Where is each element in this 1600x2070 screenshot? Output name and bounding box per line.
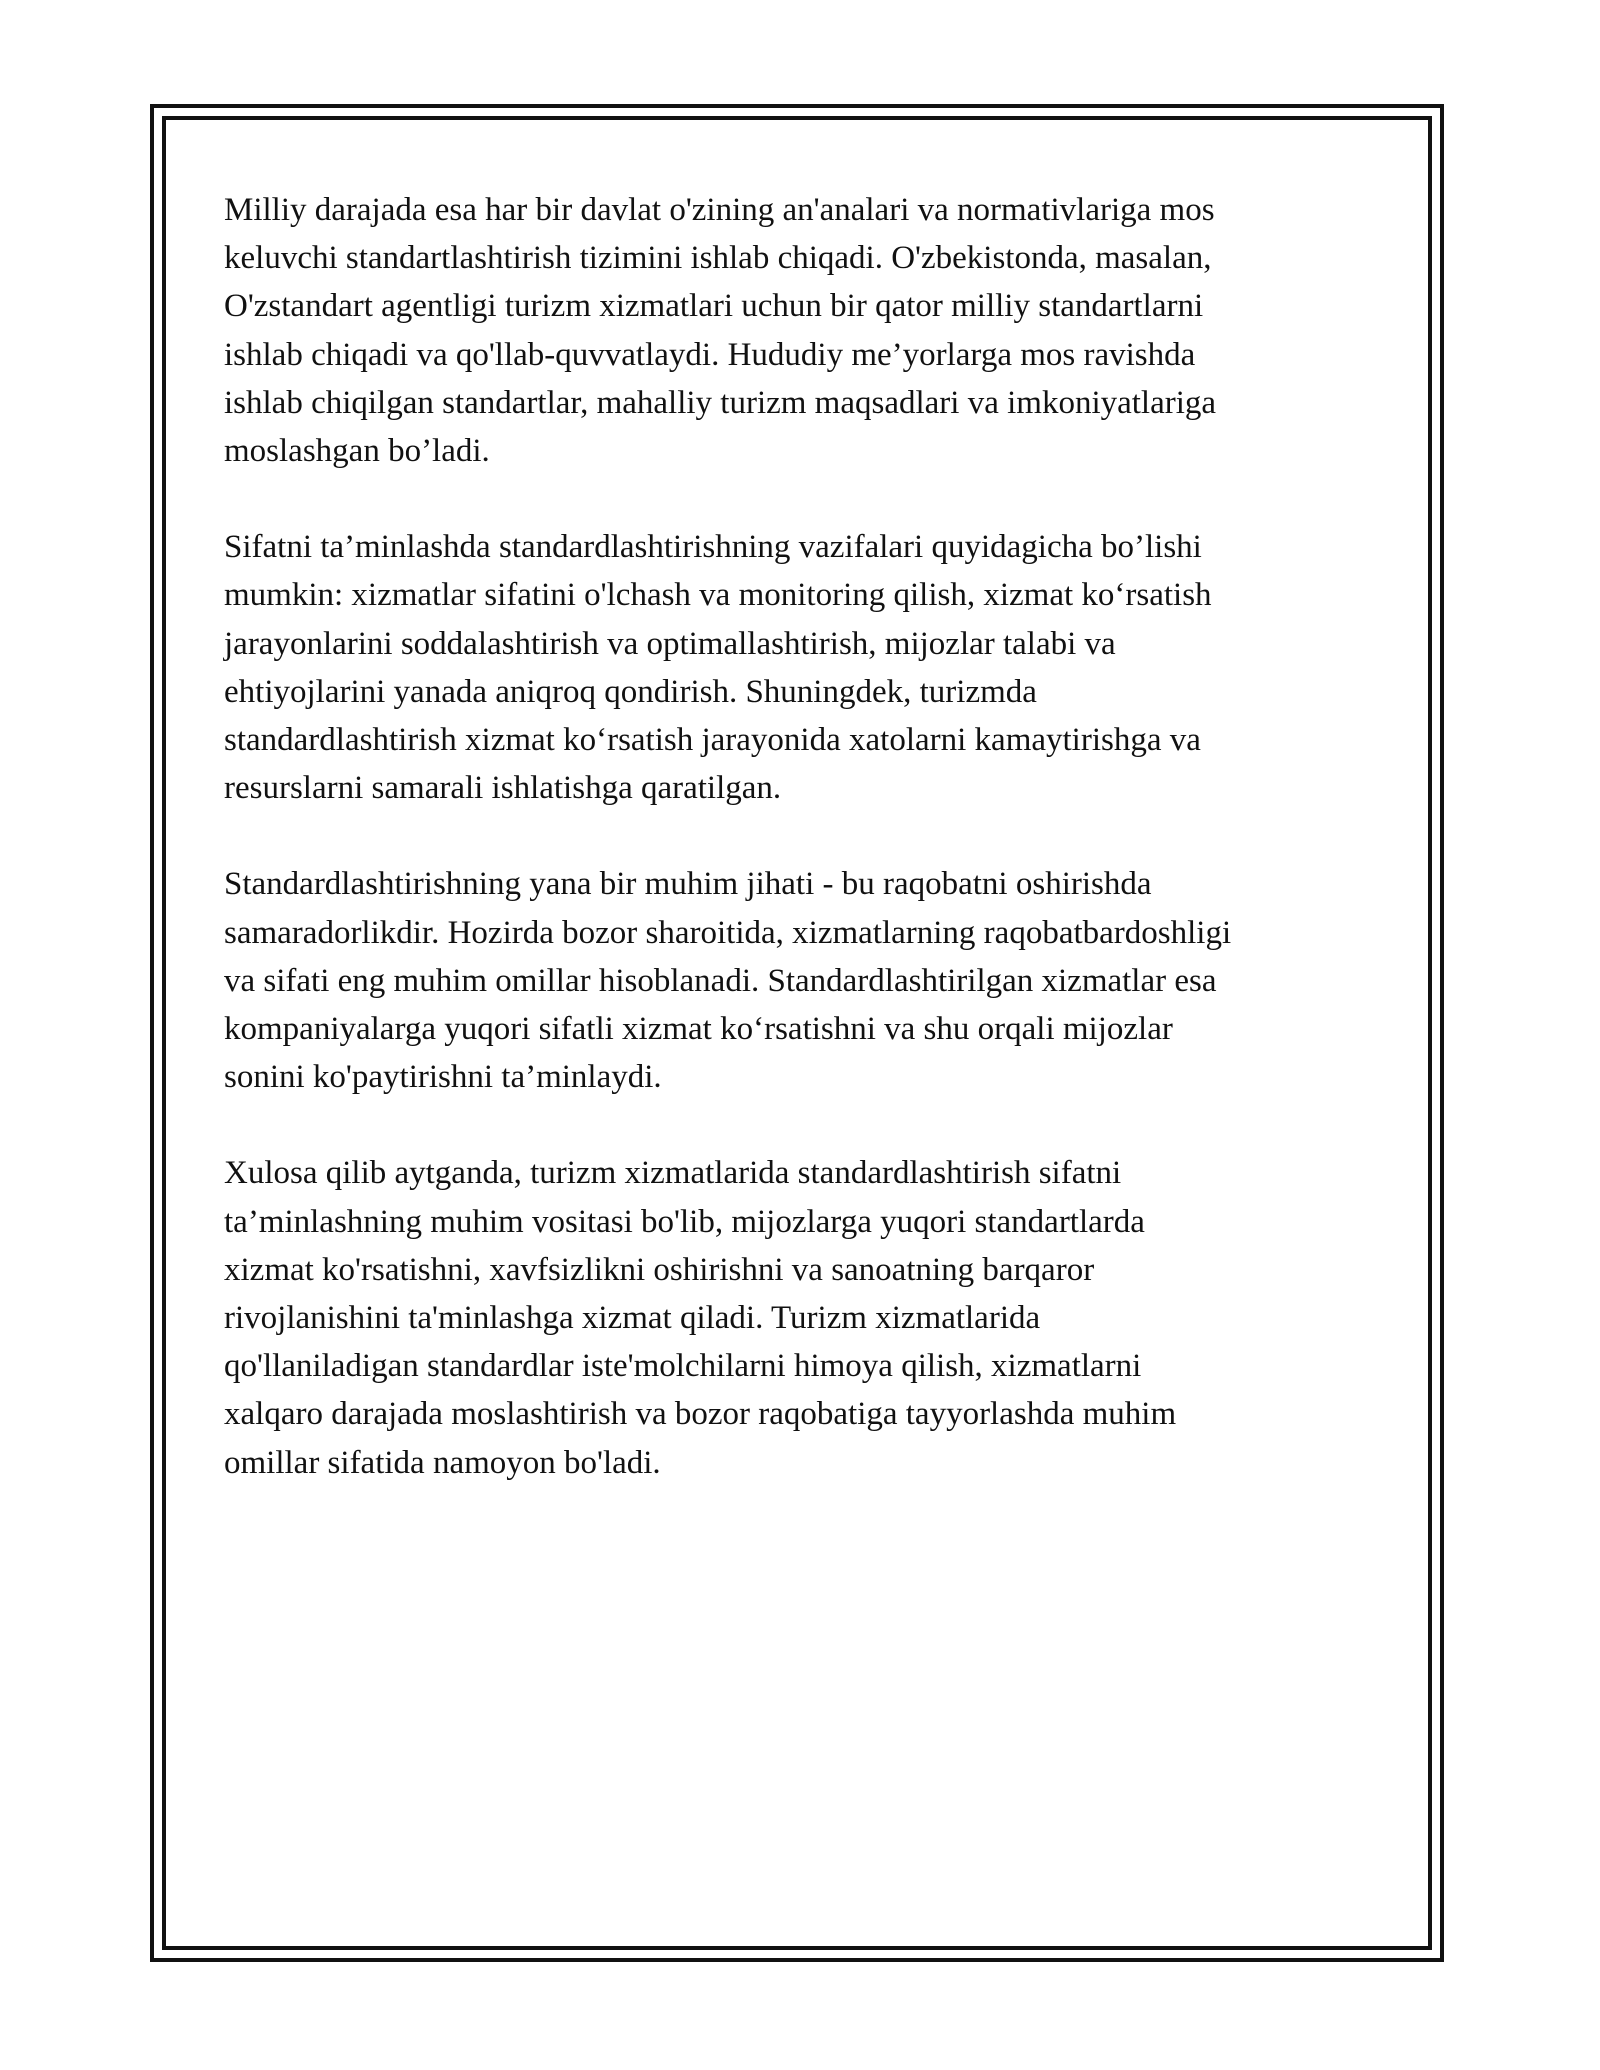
paragraph-conclusion: Xulosa qilib aytganda, turizm xizmatlarida standardlashtirish sifatni ta’minlashning muhim vositasi bo'lib, mijozlarga yuqori standartlarda xizmat ko'rsatishni, xavfsizlikni oshirishni va sanoatning barqaror rivojlanishini ta'minlashga xizmat qiladi. Turizm xizmatlarida qo'llaniladigan standardlar iste'molchilarni himoya qilish, xizmatlarni xalqaro darajada moslashtirish va bozor raqobatiga tayyorlashda muhim omillar sifatida namoyon bo'ladi.	[224, 1155, 1177, 1481]
document-body	[224, 186, 1374, 1535]
paragraph-quality-tasks: Sifatni ta’minlashda standardlashtirishning vazifalari quyidagicha bo’lishi mumkin: xizmatlar sifatini o'lchash va monitoring qilish, xizmat ko‘rsatish jarayonlarini soddalashtirish va optimallashtirish, mijozlar talabi va ehtiyojlarini yanada aniqroq qondirish. Shuningdek, turizmda standardlashtirish xizmat ko‘rsatish jarayonida xatolarni kamaytirishga va resurslarni samarali ishlatishga qaratilgan.	[224, 529, 1212, 807]
paragraph-competitiveness: Standardlashtirishning yana bir muhim jihati - bu raqobatni oshirishda samaradorlikdir. Hozirda bozor sharoitida, xizmatlarning raqobatbardoshligi va sifati eng muhim omillar hisoblanadi. Standardlashtirilgan xizmatlar esa kompaniyalarga yuqori sifatli xizmat ko‘rsatishni va shu orqali mijozlar sonini ko'paytirishni ta’minlaydi.	[224, 866, 1232, 1096]
paragraph-national-standards: Milliy darajada esa har bir davlat o'zining an'analari va normativlariga mos keluvchi standartlashtirish tizimini ishlab chiqadi. O'zbekistonda, masalan, O'zstandart agentligi turizm xizmatlari uchun bir qator milliy standartlarni ishlab chiqadi va qo'llab-quvvatlaydi. Hududiy me’yorlarga mos ravishda ishlab chiqilgan standartlar, mahalliy turizm maqsadlari va imkoniyatlariga moslashgan bo’ladi.	[224, 192, 1217, 470]
